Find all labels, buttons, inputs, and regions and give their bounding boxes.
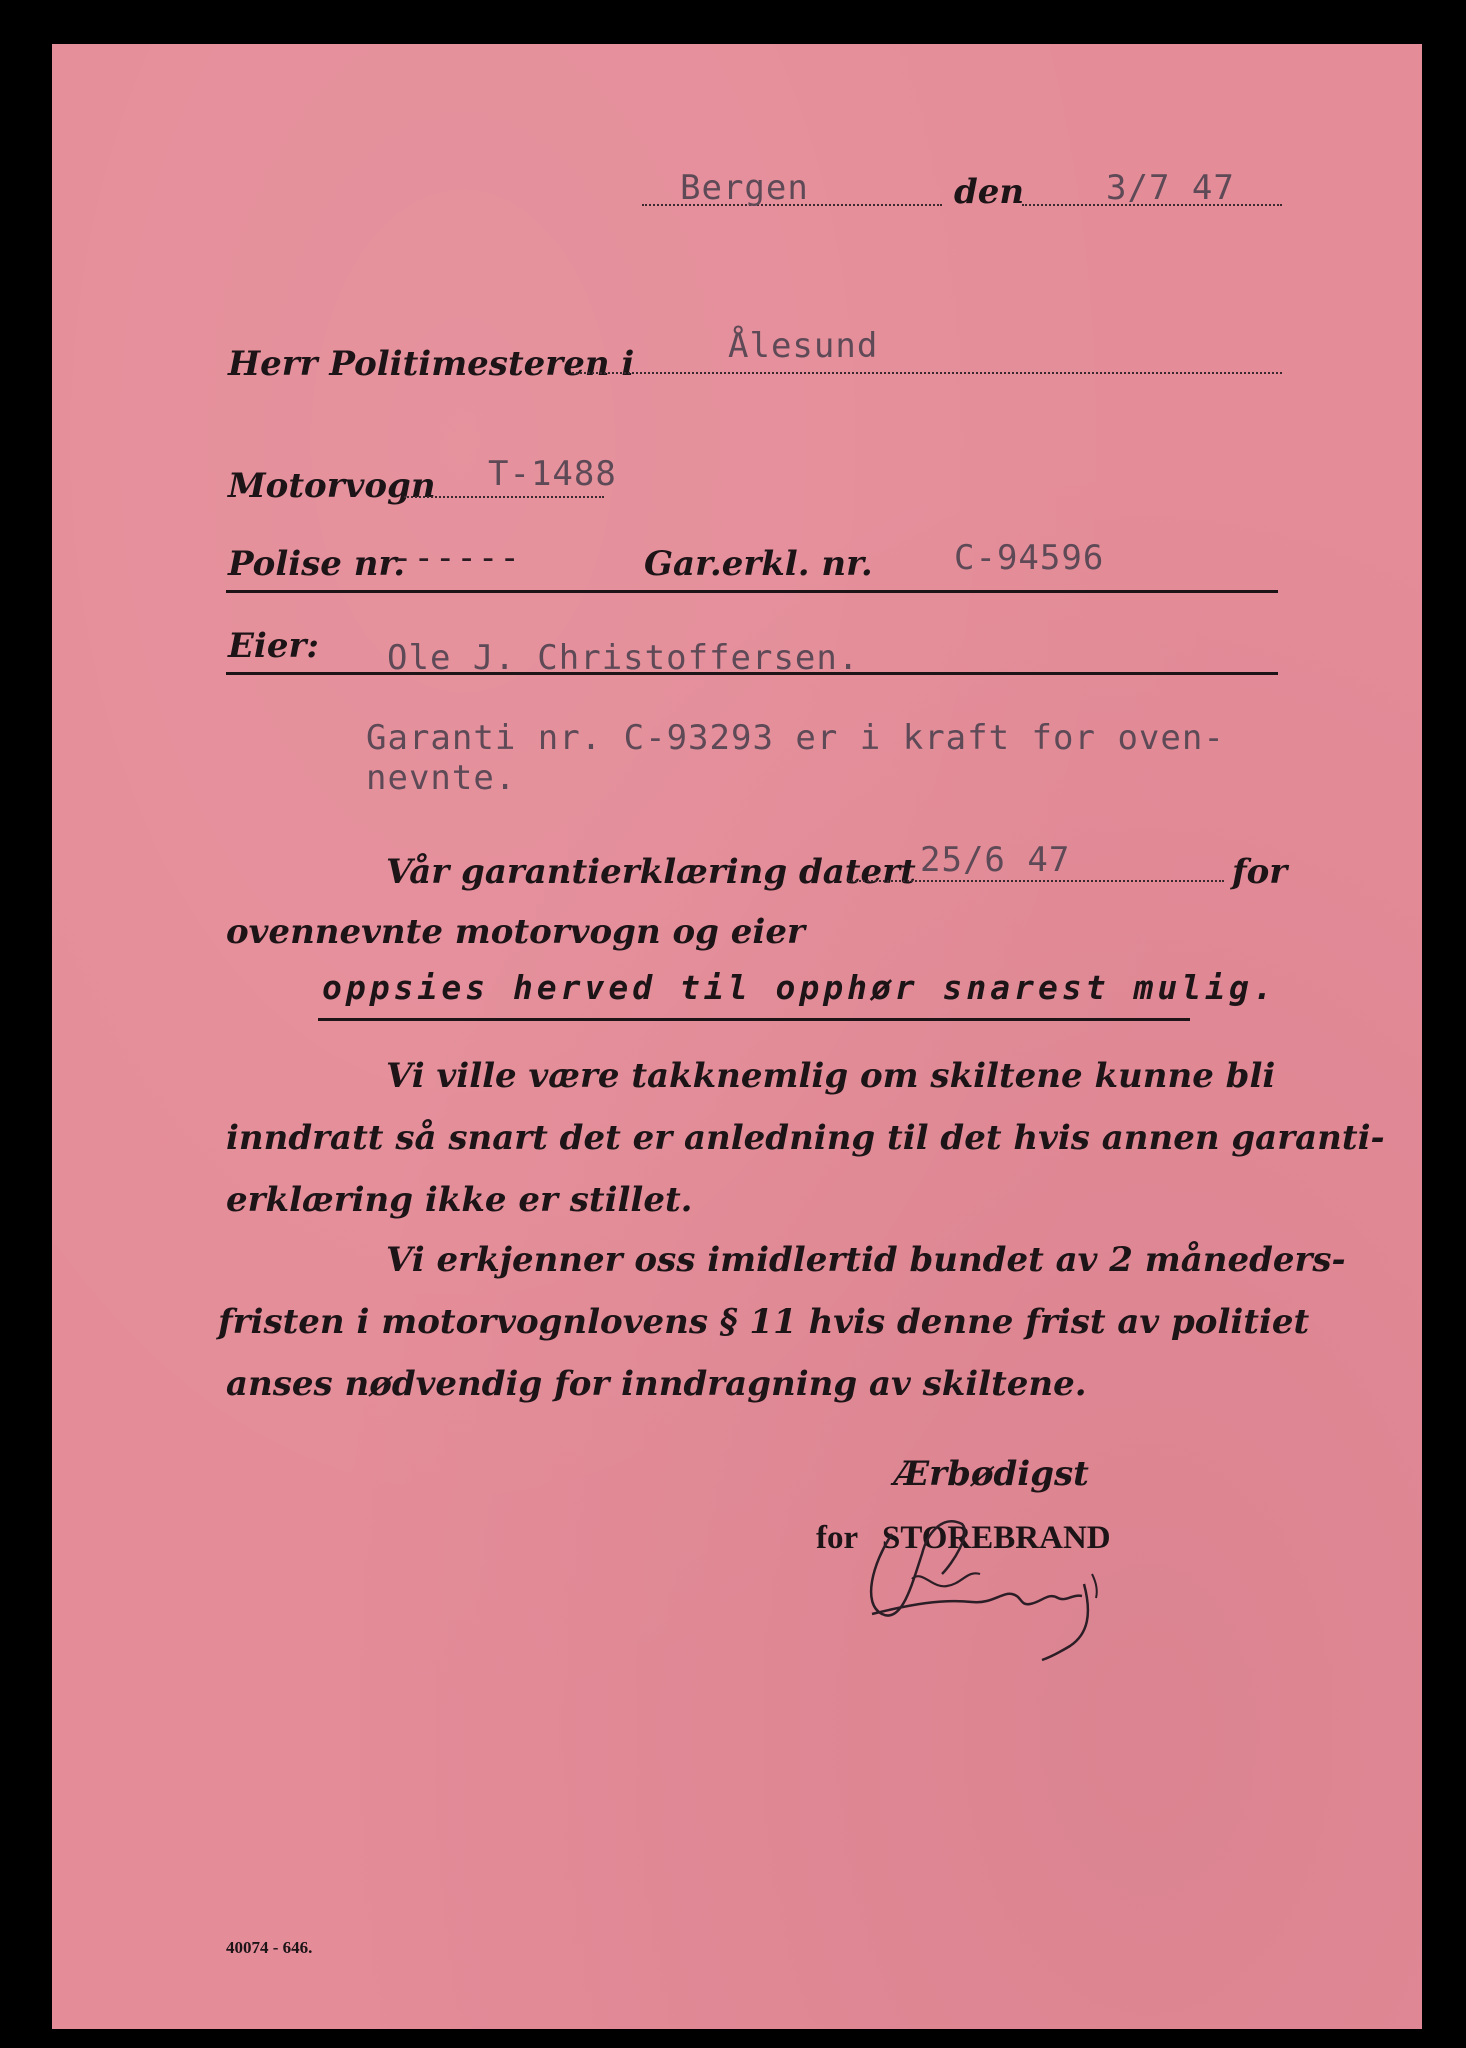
regards: Ærbødigst bbox=[894, 1454, 1089, 1494]
signature bbox=[852, 1474, 1112, 1674]
body-line2: ovennevnte motorvogn og eier bbox=[226, 912, 805, 952]
para1-line2: inndratt så snart det er anledning til det hvis annen garanti- bbox=[226, 1118, 1385, 1158]
cancel-rule bbox=[318, 1018, 1190, 1021]
var-gar-label: Vår garantierklæring datert bbox=[386, 852, 916, 892]
gar-value: C-94596 bbox=[954, 538, 1105, 578]
policy-value: ------ bbox=[392, 538, 521, 578]
closing-for-label: for bbox=[816, 1520, 859, 1556]
owner-rule bbox=[226, 672, 1278, 675]
typed-note-line2: nevnte. bbox=[366, 758, 517, 798]
para1-line3: erklæring ikke er stillet. bbox=[226, 1180, 693, 1220]
form-number: 40074 - 646. bbox=[226, 1938, 313, 1957]
date-value: 3/7 47 bbox=[1106, 168, 1235, 208]
recipient-label: Herr Politimesteren i bbox=[228, 344, 635, 384]
typed-note-line1: Garanti nr. C-93293 er i kraft for oven- bbox=[366, 718, 1225, 758]
owner-value: Ole J. Christoffersen. bbox=[387, 638, 860, 678]
var-gar-date-line bbox=[848, 880, 1224, 882]
para2-line1: Vi erkjenner oss imidlertid bundet av 2 måneders- bbox=[386, 1240, 1346, 1280]
policy-rule bbox=[226, 590, 1278, 593]
for-label-body: for bbox=[1232, 852, 1288, 892]
para2-line3: anses nødvendig for inndragning av skiltene. bbox=[226, 1364, 1087, 1404]
vehicle-value: T-1488 bbox=[488, 454, 617, 494]
den-label: den bbox=[954, 172, 1025, 212]
company-name: STOREBRAND bbox=[882, 1520, 1111, 1556]
recipient-value: Ålesund bbox=[728, 326, 879, 366]
policy-label: Polise nr. bbox=[228, 544, 406, 584]
owner-label: Eier: bbox=[228, 626, 319, 666]
cancel-line: oppsies herved til opphør snarest mulig. bbox=[322, 968, 1277, 1007]
var-gar-date-value: 25/6 47 bbox=[920, 840, 1071, 880]
gar-label: Gar.erkl. nr. bbox=[644, 544, 873, 584]
place-value: Bergen bbox=[680, 168, 809, 208]
recipient-line bbox=[572, 372, 1282, 374]
para1-line1: Vi ville være takknemlig om skiltene kunne bli bbox=[386, 1056, 1276, 1096]
vehicle-line bbox=[404, 496, 604, 498]
para2-line2: fristen i motorvognlovens § 11 hvis denne frist av politiet bbox=[218, 1302, 1310, 1342]
vehicle-label: Motorvogn bbox=[228, 466, 436, 506]
letter-sheet bbox=[52, 44, 1422, 2029]
